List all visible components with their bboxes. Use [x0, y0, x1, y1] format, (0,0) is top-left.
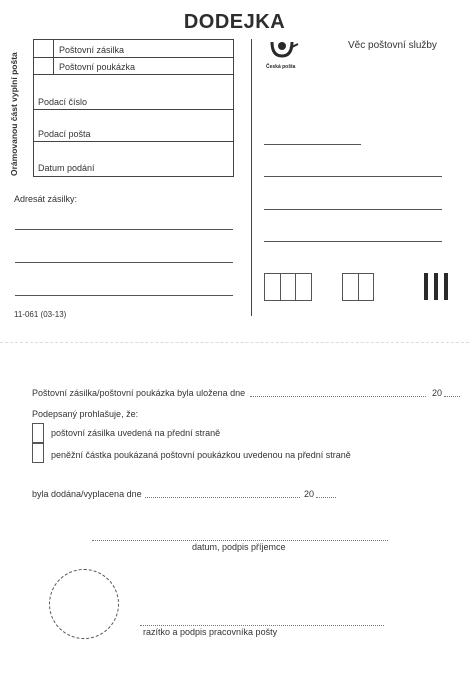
- adresat-label: Adresát zásilky:: [14, 194, 78, 204]
- option-castka-text: peněžní částka poukázaná poštovní poukázkou uvedenou na přední straně: [51, 450, 351, 460]
- podpis-prijemce-line[interactable]: [92, 540, 388, 541]
- recipient-line-4[interactable]: [264, 241, 442, 242]
- field-podaci-posta: Podací pošta: [38, 129, 91, 139]
- adresat-line-2[interactable]: [15, 262, 233, 263]
- form-title: DODEJKA: [183, 11, 286, 33]
- prohlasuje-label: Podepsaný prohlašuje, že:: [32, 409, 139, 419]
- dodana-year-line[interactable]: [316, 497, 336, 498]
- logo-text: Česká pošta: [266, 64, 296, 70]
- recipient-line-3[interactable]: [264, 209, 442, 210]
- ulozena-date-line[interactable]: [250, 396, 426, 397]
- razitko-label: razítko a podpis pracovníka pošty: [143, 627, 278, 637]
- podpis-pracovnika-line[interactable]: [140, 625, 384, 626]
- datum-podpis-label: datum, podpis příjemce: [192, 542, 286, 552]
- recipient-line-2[interactable]: [264, 176, 442, 177]
- posthorn-icon: [266, 38, 306, 60]
- stamp-area[interactable]: [49, 569, 119, 639]
- dodana-year-prefix: 20: [304, 489, 315, 499]
- service-label: Věc poštovní služby: [348, 40, 437, 51]
- option-postovni-zasilka: Poštovní zásilka: [59, 45, 125, 55]
- ceska-posta-logo: [266, 38, 306, 68]
- dodana-label: byla dodána/vyplacena dne: [32, 489, 142, 499]
- vertical-instruction-text: Orámovanou část vyplní pošta: [9, 52, 19, 176]
- recipient-line-1[interactable]: [264, 144, 361, 145]
- checkbox-castka[interactable]: [32, 443, 44, 463]
- form-code: 11-061 (03-13): [14, 310, 67, 319]
- option-zasilka-text: poštovní zásilka uvedená na přední straně: [51, 428, 221, 438]
- vertical-instruction: [9, 40, 23, 180]
- ulozena-label: Poštovní zásilka/poštovní poukázka byla uložena dne: [32, 388, 246, 398]
- code-boxes-right[interactable]: [342, 273, 374, 301]
- adresat-line-1[interactable]: [15, 229, 233, 230]
- field-datum-podani: Datum podání: [38, 163, 95, 173]
- front-vertical-divider: [251, 39, 252, 316]
- ulozena-year-line[interactable]: [444, 396, 460, 397]
- dodana-date-line[interactable]: [145, 497, 300, 498]
- checkbox-zasilka[interactable]: [32, 423, 44, 443]
- ulozena-year-prefix: 20: [432, 388, 443, 398]
- post-office-frame: [33, 39, 234, 177]
- field-podaci-cislo: Podací číslo: [38, 97, 88, 107]
- code-boxes-left[interactable]: [264, 273, 312, 301]
- option-postovni-poukazka: Poštovní poukázka: [59, 62, 136, 72]
- adresat-line-3[interactable]: [15, 295, 233, 296]
- fold-line: [0, 342, 469, 343]
- barcode-marks: [424, 273, 448, 300]
